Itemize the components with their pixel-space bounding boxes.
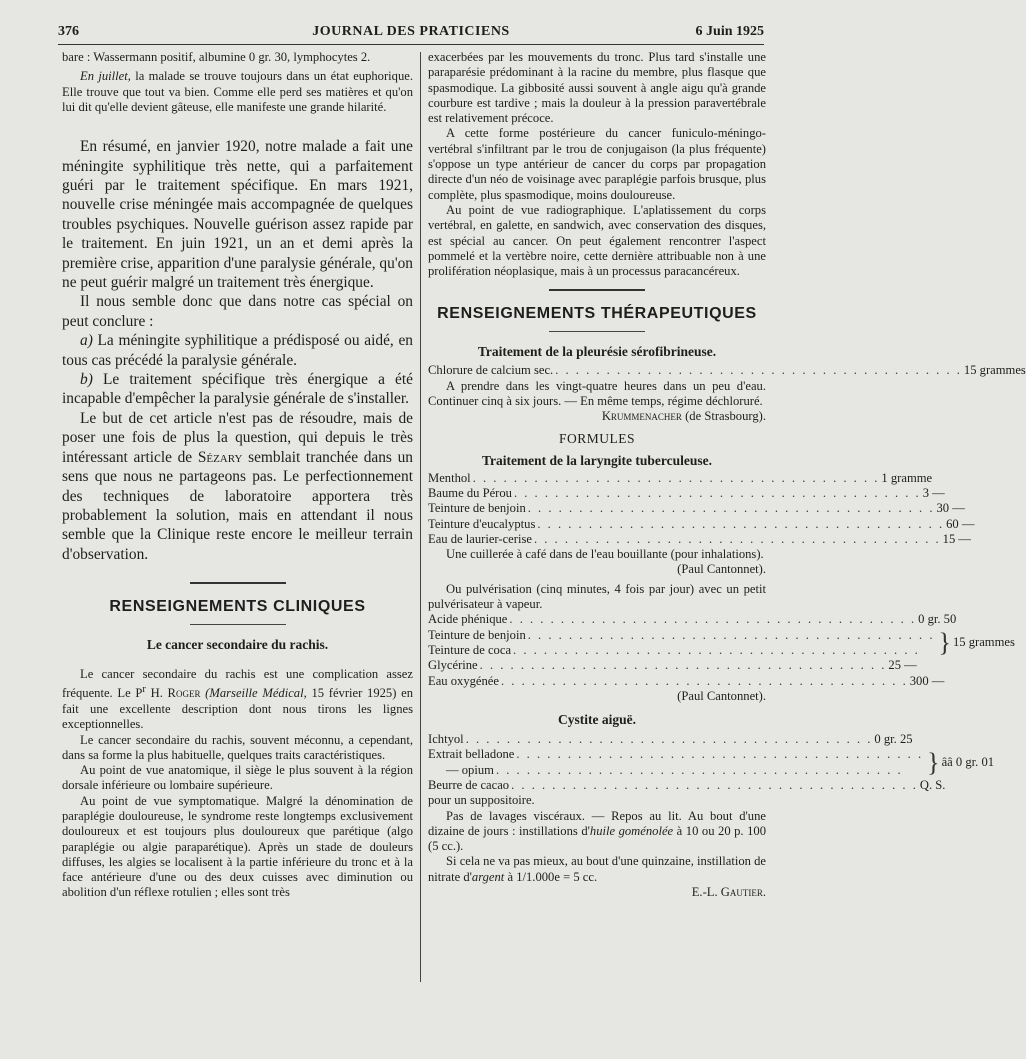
- formula-row: Ichtyol . . . 0 gr. 25: [428, 732, 766, 747]
- paragraph: Ou pulvérisation (cinq minutes, 4 fois par jour) avec un petit pulvérisateur à vapeur.: [428, 581, 766, 612]
- paragraph: b) Le traitement spécifique très énergique a été incapable d'empêcher la paralysie générale de s'installer.: [62, 371, 413, 408]
- formula-row: Teinture de benjoin . . . 30 —: [428, 501, 766, 516]
- journal-title: JOURNAL DES PRATICIENS: [312, 24, 510, 39]
- formula-row: Eau de laurier-cerise . . . 15 —: [428, 532, 766, 547]
- formula-group: [428, 627, 1015, 659]
- formulas-heading: FORMULES: [558, 430, 635, 446]
- paragraph: Il nous semble donc que dans notre cas spécial on peut conclure :: [62, 293, 413, 330]
- section-title: RENSEIGNEMENTS CLINIQUES: [109, 598, 366, 616]
- paragraph: Le cancer secondaire du rachis, souvent méconnu, a cependant, dans sa forme la plus habituelle, quelques traits caractéristiques.: [62, 732, 413, 762]
- formula-row: Menthol . . . 1 gramme: [428, 471, 766, 486]
- paragraph: Au point de vue anatomique, il siège le plus souvent à la région dorsale inférieure ou lombaire supérieure.: [62, 763, 413, 793]
- signature: Krummenacher (de Strasbourg).: [601, 409, 766, 424]
- formula-row: Beurre de cacao . . . Q. S.: [428, 778, 766, 793]
- paragraph: Le but de cet article n'est pas de résoudre, mais de poser une fois de plus la question, qui depuis le très intéressant article de Sézary semblait tranchée dans un sens que nous ne partageons pas. Le perfectionnement des techniques de laboratoire apportera très probablement la solution, mais en attendant il nous semble que la Clinique reste encore le meilleur terrain d'observation.: [62, 409, 413, 563]
- prescription-title: Cystite aiguë.: [558, 712, 636, 728]
- prescription-title: Traitement de la laryngite tuberculeuse.: [481, 452, 713, 468]
- article-title: Le cancer secondaire du rachis.: [146, 637, 329, 653]
- formula-group: [428, 747, 995, 778]
- paragraph: En résumé, en janvier 1920, notre malade a fait une méningite syphilitique très nette, qui a parfaitement guéri par le traitement spécifique. En mars 1921, nouvelle crise méningée mais accompagnée de quelques troubles psychiques. Nouvelle guérison assez rapide par le traitement. En juin 1921, un an et demi après la première crise, apparition d'une paralysie générale, qu'on ne peut guérir malgré un traitement très énergique.: [62, 138, 413, 292]
- brace: }: [938, 627, 951, 657]
- formula-row: Glycérine . . . 25 —: [428, 658, 766, 673]
- paragraph: En juillet, la malade se trouve toujours dans un état euphorique. Elle trouve que tout va bien. Comme elle perd ses matières et qu'on lui dit qu'elle devient gâteuse, elle manifeste une grande hilarité.: [62, 69, 414, 114]
- paragraph: a) La méningite syphilitique a prédisposé ou aidé, en tous cas précédé la paralysie générale.: [62, 332, 413, 369]
- prescription-line: Chlorure de calcium sec. . . . 15 grammes: [428, 363, 766, 378]
- group-quantity: 15 grammes: [952, 635, 1015, 650]
- formula-row: Teinture d'eucalyptus . . . 60 —: [428, 517, 766, 532]
- formula-row: — opium . . .: [428, 763, 925, 778]
- paragraph: A prendre dans les vingt-quatre heures dans un peu d'eau. Continuer cinq à six jours. — En même temps, régime déchloruré.: [428, 378, 766, 409]
- signature: (Paul Cantonnet).: [677, 688, 766, 703]
- paragraph: Au point de vue symptomatique. Malgré la dénomination de paraplégie douloureuse, le syndrome reste longtemps exclusivement douloureux et est toujours plus douloureux que parétique (algo paraplégie ou algie paraparétique). Après un stade de douleurs diffuses, les algies se localisent à la partie inférieure du tronc et à la face antérieure d'une ou des deux cuisses avec diminution ou abolition d'un réflexe rotulien ; elles sont très: [62, 793, 413, 900]
- paragraph: Si cela ne va pas mieux, au bout d'une quinzaine, instillation de nitrate d'argent à 1/1.000e = 5 cc.: [428, 854, 766, 884]
- paragraph: Le cancer secondaire du rachis est une complication assez fréquente. Le $P^r$ H. Roger (Marseille Médical, 15 février 1925) en fait une excellente description dont nous tirons les lignes exceptionnelles.: [62, 667, 414, 732]
- column-divider: [420, 52, 421, 982]
- signature: E.-L. Gautier.: [691, 885, 766, 900]
- page-header: [58, 18, 764, 45]
- section-title: RENSEIGNEMENTS THÉRAPEUTIQUES: [437, 305, 757, 323]
- paragraph: Au point de vue radiographique. L'aplatissement du corps vertébral, en galette, en sandwich, avec conservation des disques, est spécial au cancer. On peut également rencontrer l'aspect pommelé et la vertèbre noire, cette dernière attribuable non à une prolifération néoplasique, mais à un processus paracancéreux.: [428, 202, 766, 279]
- paragraph: Une cuillerée à café dans de l'eau bouillante (pour inhalations).: [446, 547, 764, 562]
- formula-row: Extrait belladone . . .: [428, 747, 925, 762]
- formula-row: Baume du Pérou . . . 3 —: [428, 486, 766, 501]
- group-quantity: ââ 0 gr. 01: [941, 755, 995, 770]
- left-column: [62, 50, 413, 901]
- paragraph: A cette forme postérieure du cancer funiculo-méningo-vertébral s'infiltrant par le trou de conjugaison (la plus fréquente) s'oppose un type antérieur de cancer du corps par propagation directe d'un néo de voisinage avec paraplégie parfois brusque, plus complète, plus spasmodique, moins douloureuse.: [428, 126, 766, 202]
- formula-row: Teinture de benjoin . . .: [428, 628, 936, 643]
- formula-row: Acide phénique . . . 0 gr. 50: [428, 612, 766, 627]
- formula-row: Teinture de coca . . .: [428, 643, 936, 658]
- issue-date: 6 Juin 1925: [695, 24, 764, 39]
- paragraph: pour un suppositoire.: [428, 793, 535, 808]
- formula-row: Eau oxygénée . . . 300 —: [428, 674, 766, 689]
- brace: }: [927, 747, 940, 777]
- right-column: [428, 50, 1026, 900]
- paragraph: Pas de lavages viscéraux. — Repos au lit. Au bout d'une dizaine de jours : instillations d'huile goménolée à 10 ou 20 p. 100 (5 cc.).: [428, 808, 766, 854]
- page-number: 376: [58, 24, 79, 39]
- signature: (Paul Cantonnet).: [677, 562, 766, 577]
- paragraph: exacerbées par les mouvements du tronc. Plus tard s'installe une paraparésie prédominant à la racine du membre, plus flasque que spasmodique. La gibbosité aussi souvent à angle aigu qu'à grande courbure est tardive ; mais la douleur à la pression paravertébrale est relativement précoce.: [428, 50, 766, 126]
- paragraph: bare : Wassermann positif, albumine 0 gr. 30, lymphocytes 2.: [62, 50, 371, 64]
- formula-list: [428, 470, 975, 547]
- prescription-title: Traitement de la pleurésie sérofibrineuse.: [477, 344, 717, 360]
